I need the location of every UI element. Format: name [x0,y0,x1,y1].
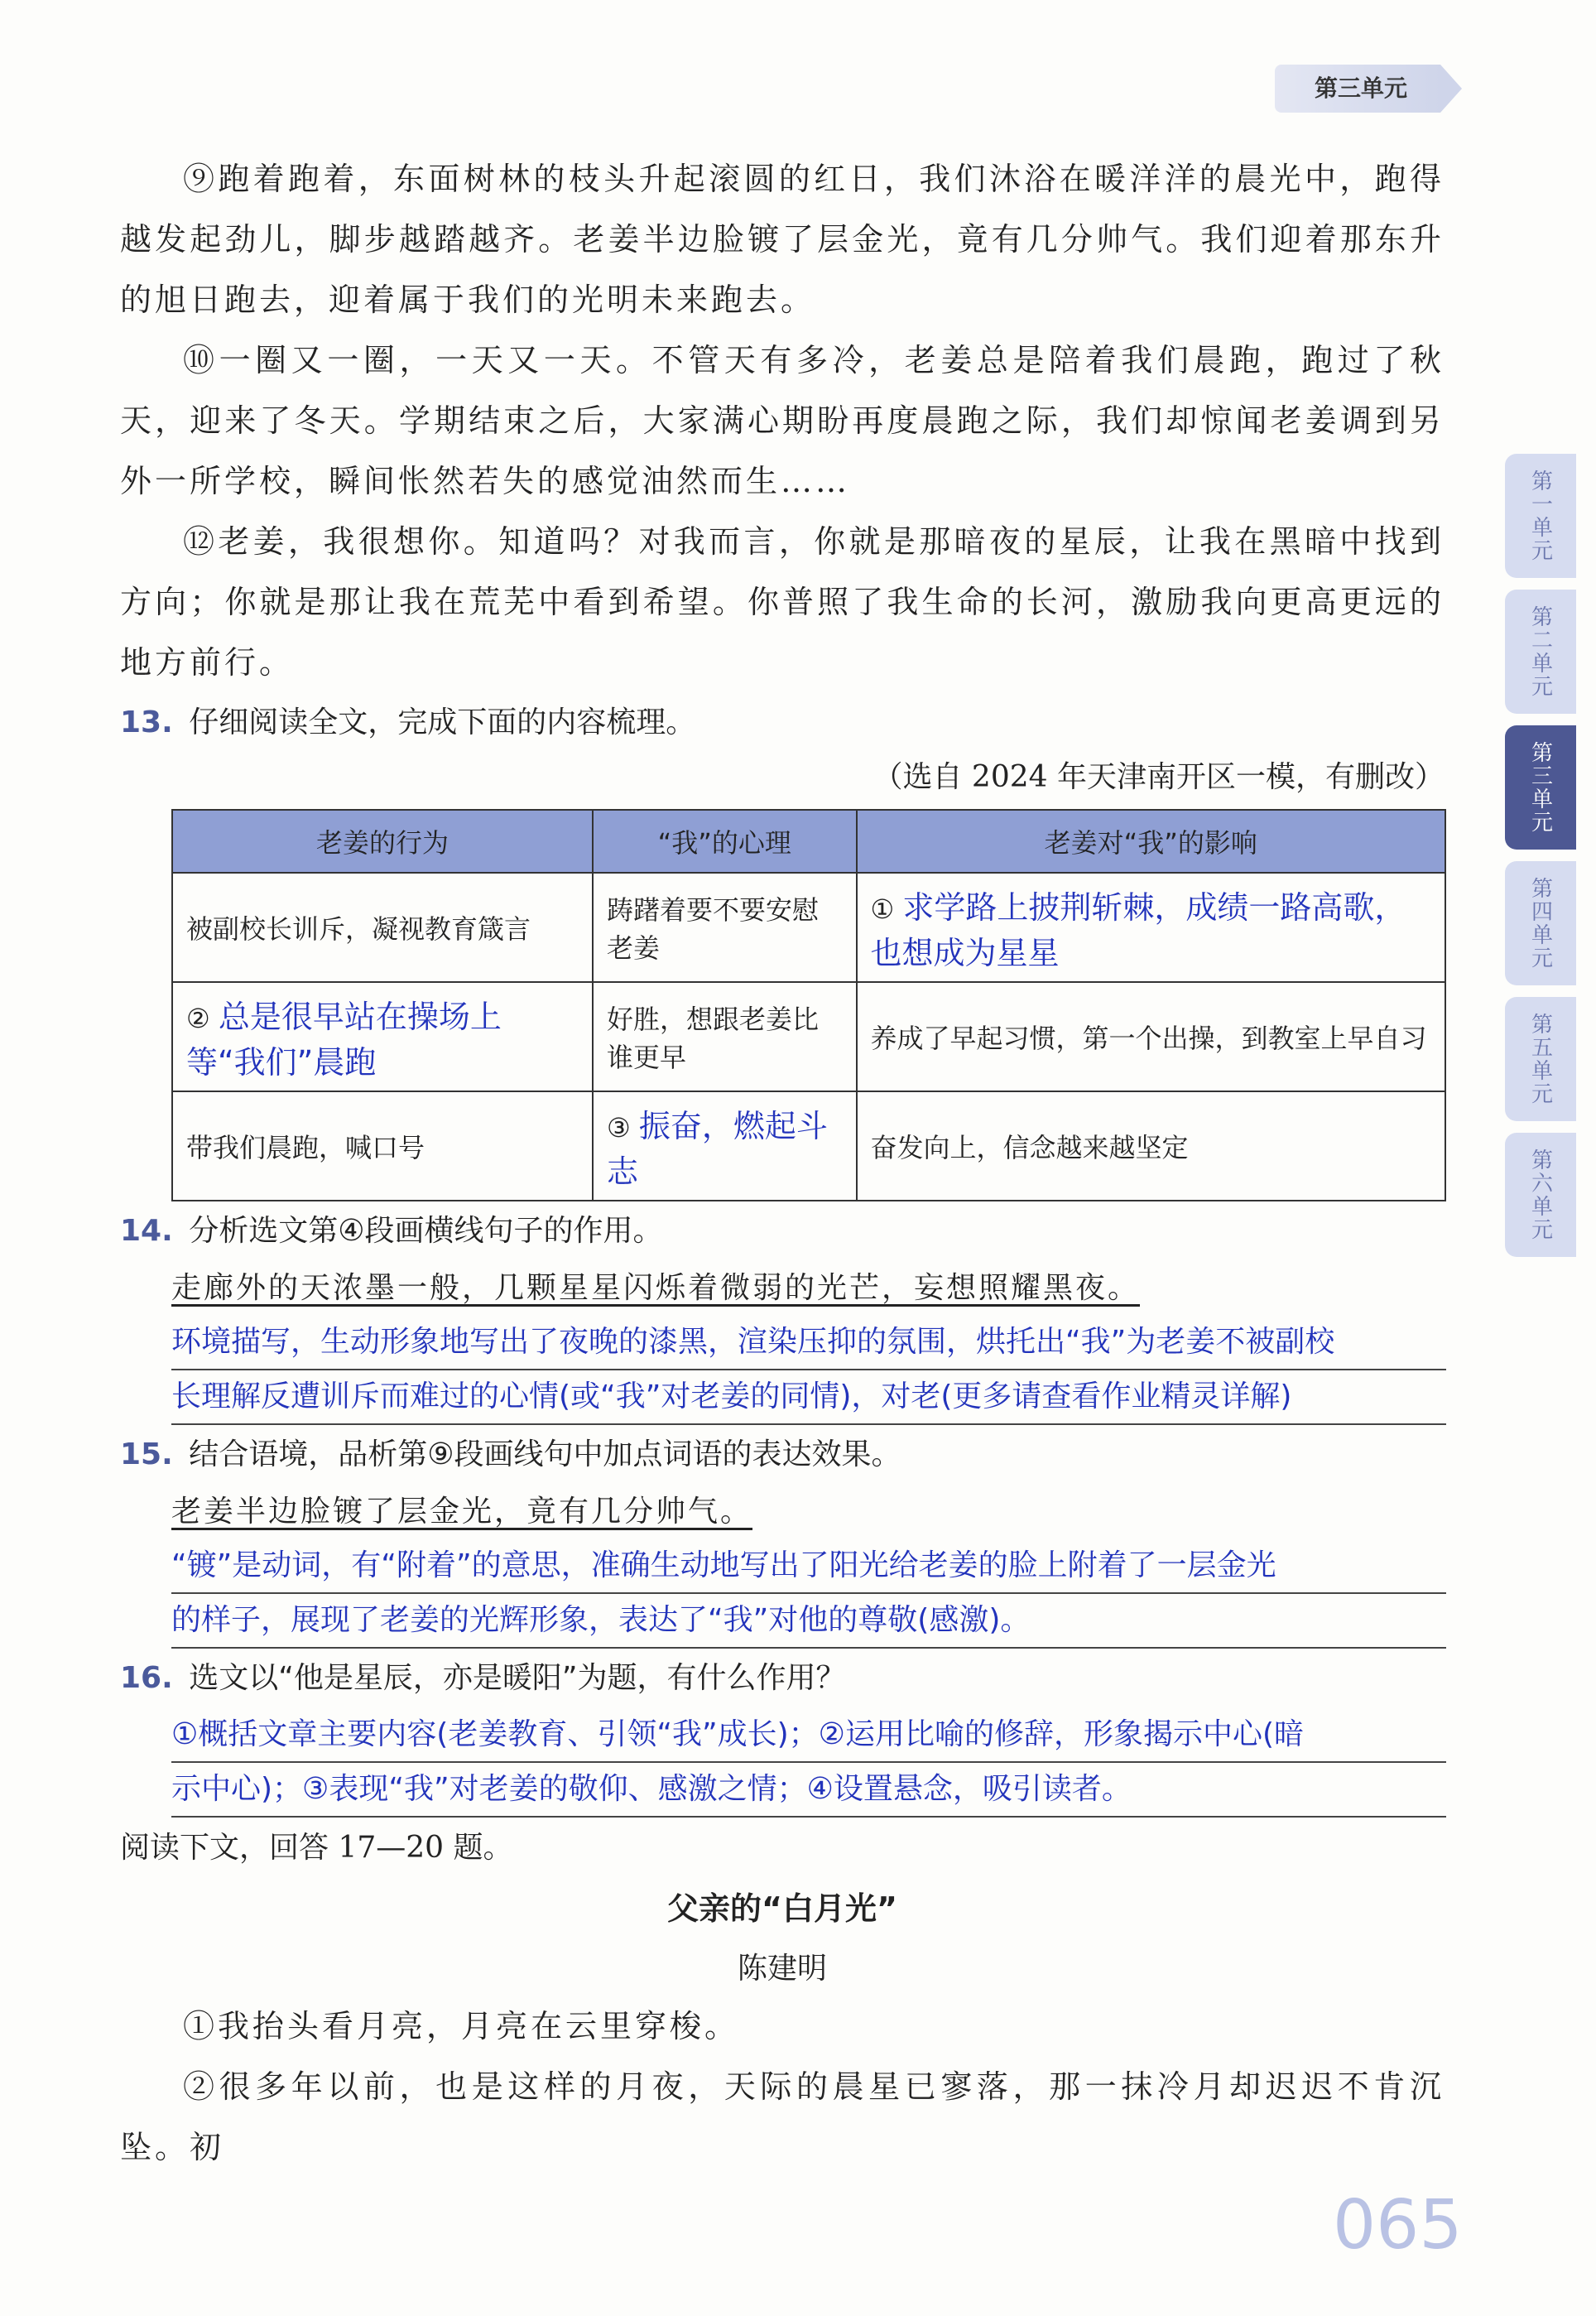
table-row [172,982,1445,1091]
side-tab-unit-1[interactable]: 第一单元 [1505,454,1576,578]
article-paragraph-1: ①我抬头看月亮，月亮在云里穿梭。 [183,2008,740,2044]
question-14-text: 分析选文第④段画横线句子的作用。 [189,1214,663,1248]
table-cell-influence: 养成了早起习惯，第一个出操，到教室上早自习 [857,982,1445,1091]
table-header-influence: 老姜对“我”的影响 [857,810,1445,873]
table-cell-behavior [172,982,593,1091]
answer-line: 示中心)；③表现“我”对老姜的敬仰、感激之情；④设置悬念，吸引读者。 [171,1763,1446,1818]
unit-header-arrow-icon [1440,65,1462,113]
question-15-sentence: 老姜半边脸镀了层金光，竟有几分帅气。 [171,1495,753,1529]
question-13-number: 13. [120,705,173,739]
unit-header-label: 第三单元 [1315,75,1408,102]
table-cell-influence: 奋发向上，信念越来越坚定 [857,1091,1445,1201]
table-cell-psych: 踌躇着要不要安慰老姜 [593,873,857,982]
article-author: 陈建明 [737,1952,827,1986]
paragraph-9: ⑨跑着跑着，东面树林的枝头升起滚圆的红日，我们沐浴在暖洋洋的晨光中，跑得越发起劲儿，脚步越踏越齐。老姜半边脸镀了层金光，竟有几分帅气。我们迎着那东升的旭日跑去，迎着属于我们的光明未来跑去。 [120,161,1445,318]
answer-line: 环境描写，生动形象地写出了夜晚的漆黑，渲染压抑的氛围，烘托出“我”为老姜不被副校 [171,1316,1446,1370]
unit-side-tabs [1505,454,1576,1269]
handwritten-answer: 求学路上披荆斩棘，成绩一路高歌，也想成为星星 [870,889,1406,971]
blank-marker: ③ [607,1112,631,1144]
table-cell-behavior: 被副校长训斥，凝视教育箴言 [172,873,593,982]
table-cell-psych [593,1091,857,1201]
answer-line: ①概括文章主要内容(老姜教育、引领“我”成长)；②运用比喻的修辞，形象揭示中心(暗 [171,1708,1446,1763]
source-note: （选自 2024 年天津南开区一模，有删改） [873,760,1445,794]
page-number: 065 [1333,2186,1463,2265]
table-cell-influence [857,873,1445,982]
question-15 [120,1430,1445,1480]
table-header-row [172,810,1445,873]
question-15-number: 15. [120,1437,173,1471]
paragraph-12: ⑫老姜，我很想你。知道吗？对我而言，你就是那暗夜的星辰，让我在黑暗中找到方向；你就是那让我在荒芜中看到希望。你普照了我生命的长河，激励我向更高更远的地方前行。 [120,523,1445,681]
side-tab-unit-5[interactable]: 第五单元 [1505,997,1576,1121]
reading-instruction: 阅读下文，回答 17—20 题。 [120,1831,513,1865]
side-tab-unit-2[interactable]: 第二单元 [1505,590,1576,714]
question-13-text: 仔细阅读全文，完成下面的内容梳理。 [189,705,696,739]
table-header-psych: “我”的心理 [593,810,857,873]
handwritten-answer: 总是很早站在操场上等“我们”晨跑 [186,999,502,1081]
table-row [172,1091,1445,1201]
blank-marker: ① [870,893,895,925]
side-tab-unit-6[interactable]: 第六单元 [1505,1133,1576,1257]
unit-header-tab [1275,65,1440,113]
answer-line: 的样子，展现了老姜的光辉形象，表达了“我”对他的尊敬(感激)。 [171,1594,1446,1649]
table-header-behavior: 老姜的行为 [172,810,593,873]
side-tab-unit-3[interactable]: 第三单元 [1505,725,1576,850]
question-14-number: 14. [120,1214,173,1248]
article-title: 父亲的“白月光” [667,1890,897,1927]
question-14 [120,1206,1445,1256]
question-16 [120,1654,1445,1703]
question-15-text: 结合语境，品析第⑨段画线句中加点词语的表达效果。 [189,1437,901,1471]
handwritten-answer: 振奋，燃起斗志 [607,1108,828,1190]
article-paragraph-2: ②很多年以前，也是这样的月夜，天际的晨星已寥落，那一抹冷月却迟迟不肯沉坠。初 [120,2068,1445,2165]
question-13 [120,698,1445,748]
question-16-number: 16. [120,1661,173,1695]
side-tab-unit-4[interactable]: 第四单元 [1505,861,1576,985]
question-16-text: 选文以“他是星辰，亦是暖阳”为题，有什么作用？ [189,1661,846,1695]
summary-table [171,809,1446,1201]
blank-marker: ② [186,1003,210,1034]
answer-line: “镀”是动词，有“附着”的意思，准确生动地写出了阳光给老姜的脸上附着了一层金光 [171,1539,1446,1594]
table-row [172,873,1445,982]
page-content [120,149,1445,2178]
table-cell-behavior: 带我们晨跑，喊口号 [172,1091,593,1201]
answer-line: 长理解反遭训斥而难过的心情(或“我”对老姜的同情)，对老(更多请查看作业精灵详解) [171,1370,1446,1425]
question-14-sentence: 走廊外的天浓墨一般，几颗星星闪烁着微弱的光芒，妄想照耀黑夜。 [171,1271,1141,1305]
paragraph-10: ⑩一圈又一圈，一天又一天。不管天有多冷，老姜总是陪着我们晨跑，跑过了秋天，迎来了冬天。学期结束之后，大家满心期盼再度晨跑之际，我们却惊闻老姜调到另外一所学校，瞬间怅然若失的感觉油然而生…… [120,342,1445,499]
table-cell-psych: 好胜，想跟老姜比谁更早 [593,982,857,1091]
